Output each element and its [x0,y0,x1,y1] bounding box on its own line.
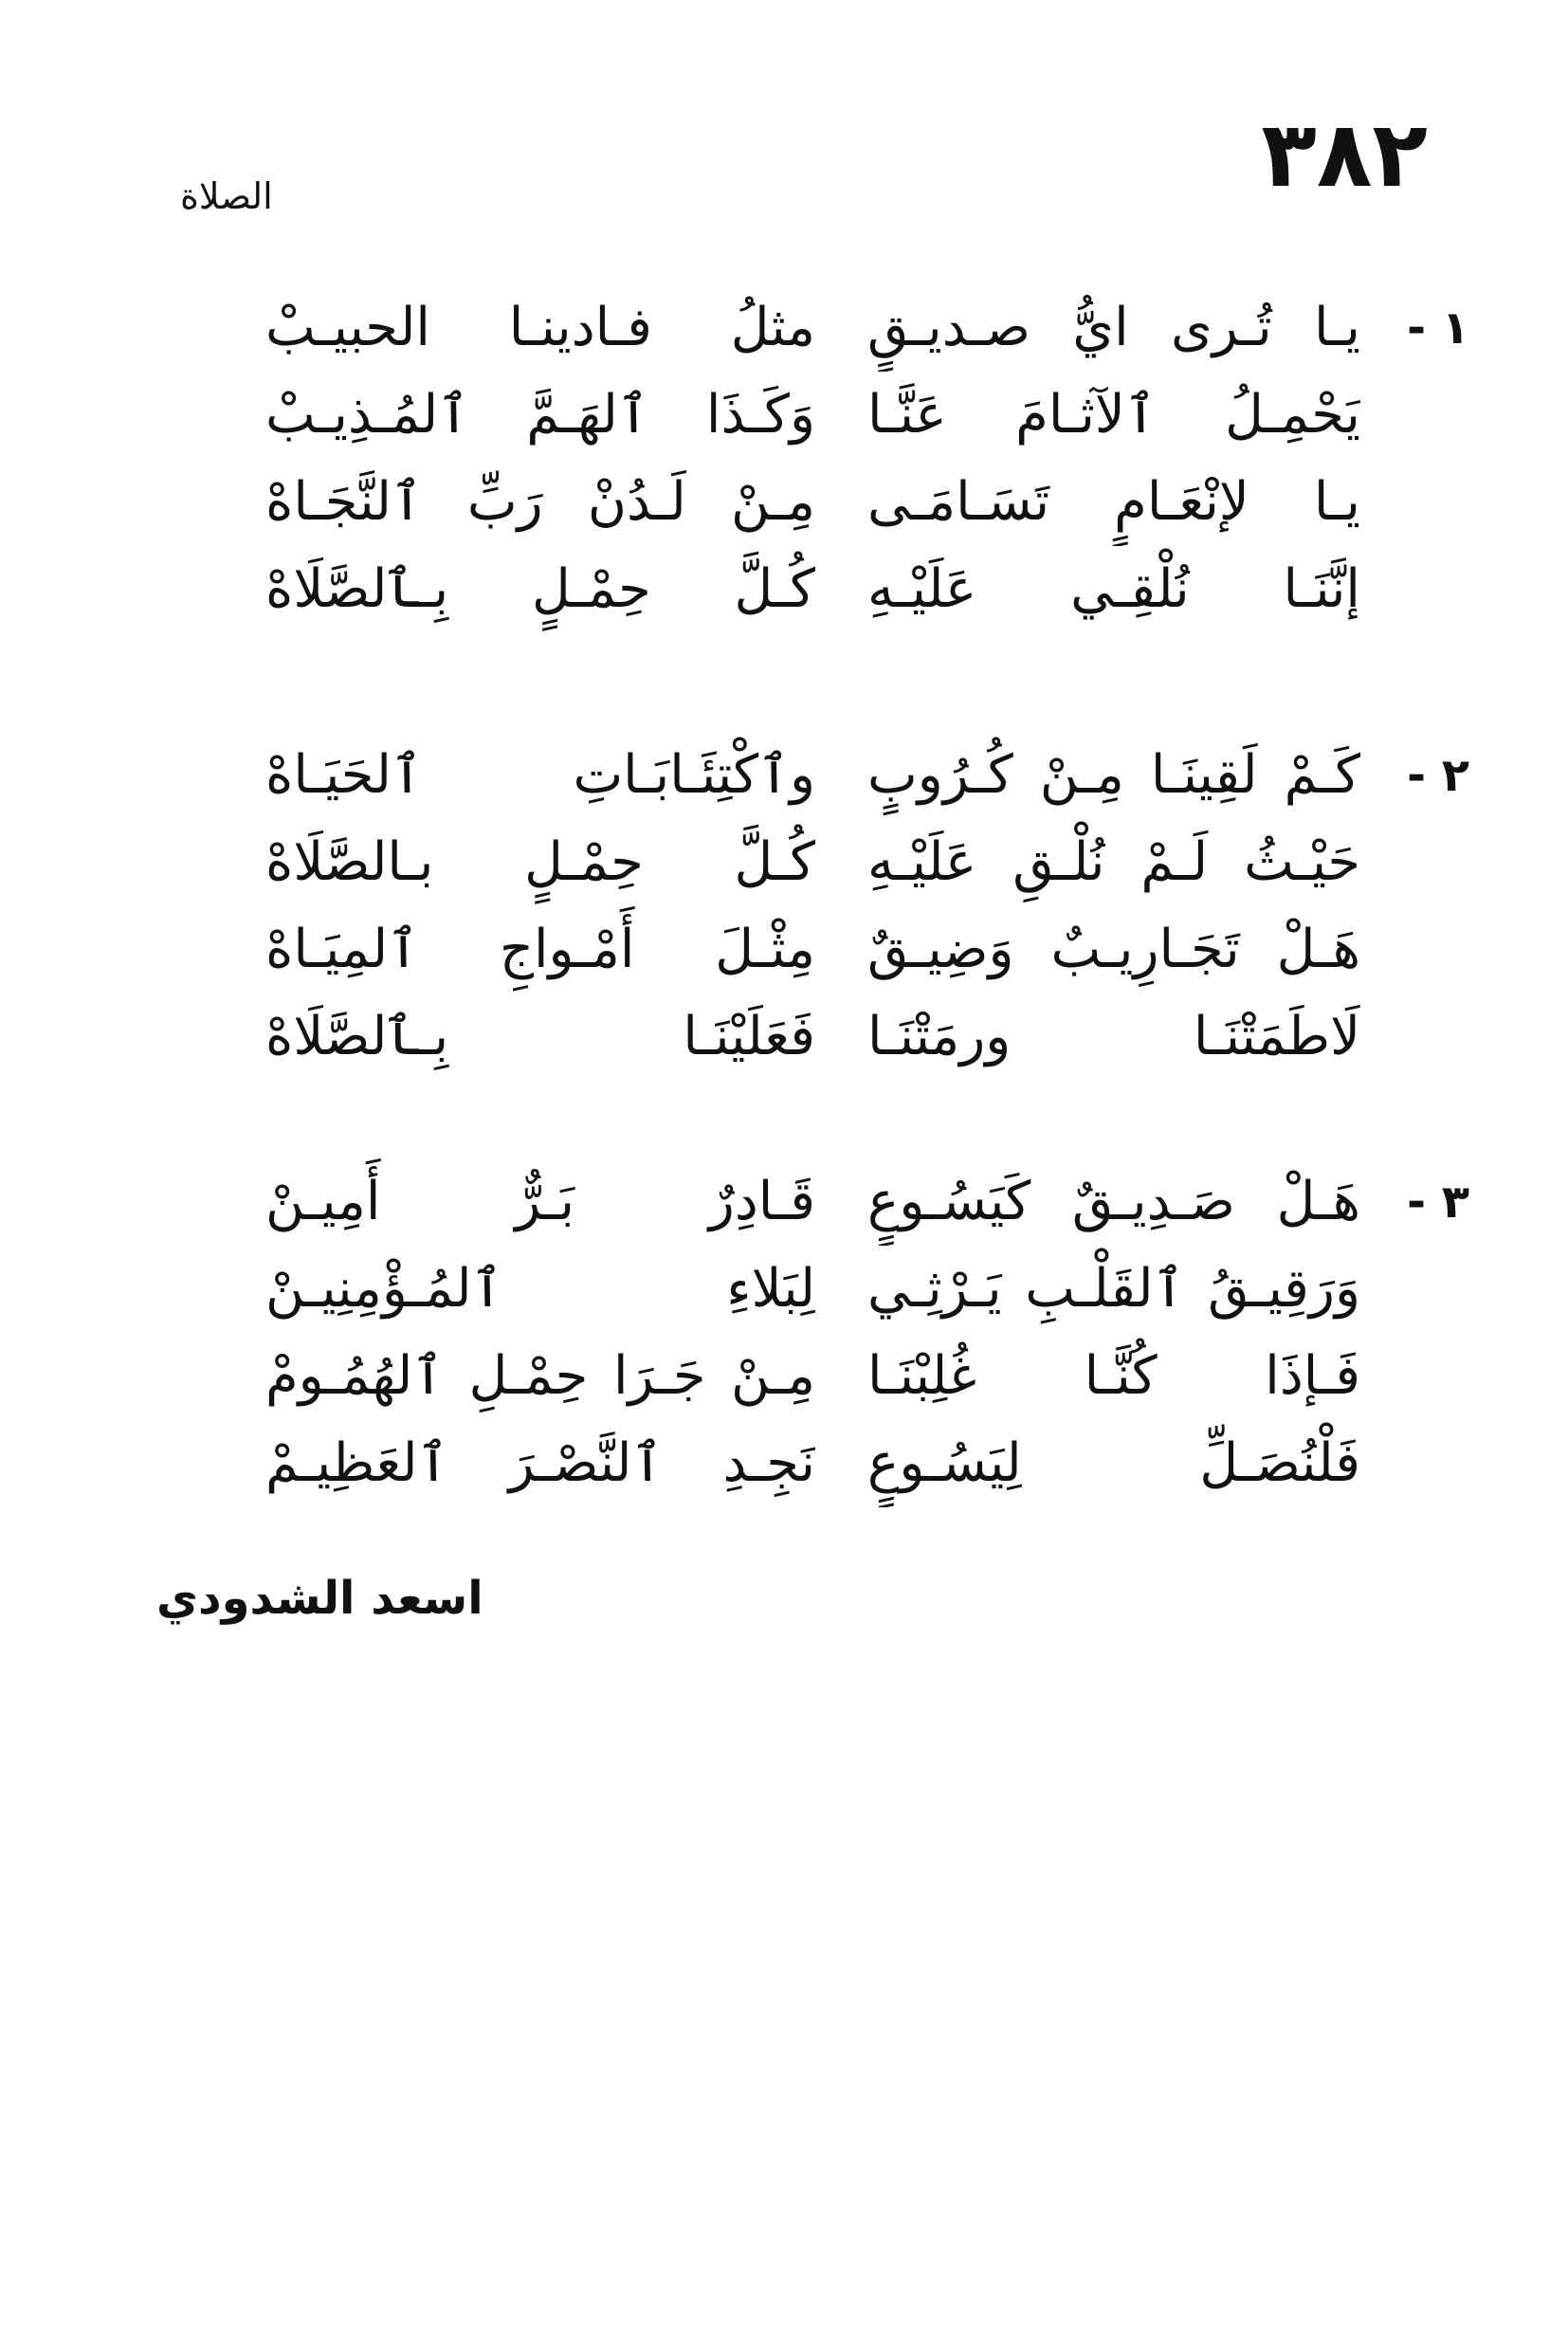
verse-second-hemistich: مِثْـلَ أَمْـواجِ ٱلمِيَـاهْ [265,919,815,980]
verse-first-hemistich: هَـلْ تَجَـارِيـبٌ وَضِيـقٌ [867,919,1360,980]
author-name: اسعد الشدودي [156,1572,483,1625]
verse-first-hemistich: وَرَقِيـقُ ٱلقَلْـبِ يَـرْثِـي [867,1258,1360,1320]
verse-first-hemistich: لَاطَمَتْنَـا ورمَتْنَـا [867,1006,1360,1067]
verse-first-hemistich: فَـإذَا كُنَّـا غُلِبْنَـا [867,1345,1360,1407]
verse-first-hemistich: حَيْـثُ لَـمْ نُلْـقِ عَلَيْـهِ [867,831,1360,893]
verse-line [142,1333,1469,1420]
verse-first-hemistich: كَـمْ لَقِينَـا مِـنْ كُـرُوبٍ [867,744,1360,806]
stanza-number: ١ - [1407,301,1469,355]
stanza-1 [142,284,1469,633]
stanza-2 [142,732,1469,1081]
verse-second-hemistich: مثلُ فـادينـا الحبيـبْ [265,297,815,358]
verse-line [142,1246,1469,1333]
stanza-3 [142,1158,1469,1507]
verse-second-hemistich: مِـنْ جَـرَا حِمْـلِ ٱلهُمُـومْ [265,1345,815,1407]
verse-line [142,906,1469,993]
verse-second-hemistich: مِـنْ لَـدُنْ رَبِّ ٱلنَّجَـاهْ [265,471,815,533]
verse-second-hemistich: قَـادِرٌ بَـرٌّ أَمِيـنْ [265,1171,815,1232]
stanza-number: ٣ - [1407,1176,1469,1229]
verse-line [142,372,1469,459]
stanza-number: ٢ - [1407,749,1469,802]
verse-first-hemistich: إنَّنَـا نُلْقِـي عَلَيْـهِ [867,558,1360,620]
verse-first-hemistich: يَحْمِـلُ ٱلآثـامَ عَنَّـا [867,384,1360,446]
verse-line [142,993,1469,1081]
verse-first-hemistich: يـا لإنْعَـامٍ تَسَـامَـى [867,471,1360,533]
verse-second-hemistich: لِبَلاءِ ٱلمُـؤْمِنِيـنْ [265,1258,815,1320]
verse-second-hemistich: وَكَـذَا ٱلهَـمَّ ٱلمُـذِيـبْ [265,384,815,446]
page-number: ٣٨٢ [1261,101,1428,208]
running-title: الصلاة [180,175,273,217]
verse-second-hemistich: فَعَلَيْنَـا بِـٱلصَّلَاهْ [265,1006,815,1067]
verse-second-hemistich: وٱكْتِئَـابَـاتِ ٱلحَيَـاهْ [265,744,815,806]
verse-first-hemistich: هَـلْ صَـدِيـقٌ كَيَسُـوعٍ [867,1171,1360,1232]
verse-second-hemistich: كُـلَّ حِمْـلٍ بِـٱلصَّلَاهْ [265,558,815,620]
verse-line [142,459,1469,546]
verse-line [142,732,1469,819]
verse-first-hemistich: فَلْنُصَـلِّ لِيَسُـوعٍ [867,1432,1360,1494]
verse-line [142,819,1469,906]
verse-second-hemistich: كُـلَّ حِمْـلٍ بـالصَّلَاهْ [265,831,815,893]
verse-line [142,1158,1469,1246]
verse-line [142,284,1469,372]
verse-line [142,1420,1469,1507]
verse-first-hemistich: يـا تُـرى ايُّ صـديـقٍ [867,297,1360,358]
verse-second-hemistich: نَجِـدِ ٱلنَّصْـرَ ٱلعَظِيـمْ [265,1432,815,1494]
verse-line [142,546,1469,633]
